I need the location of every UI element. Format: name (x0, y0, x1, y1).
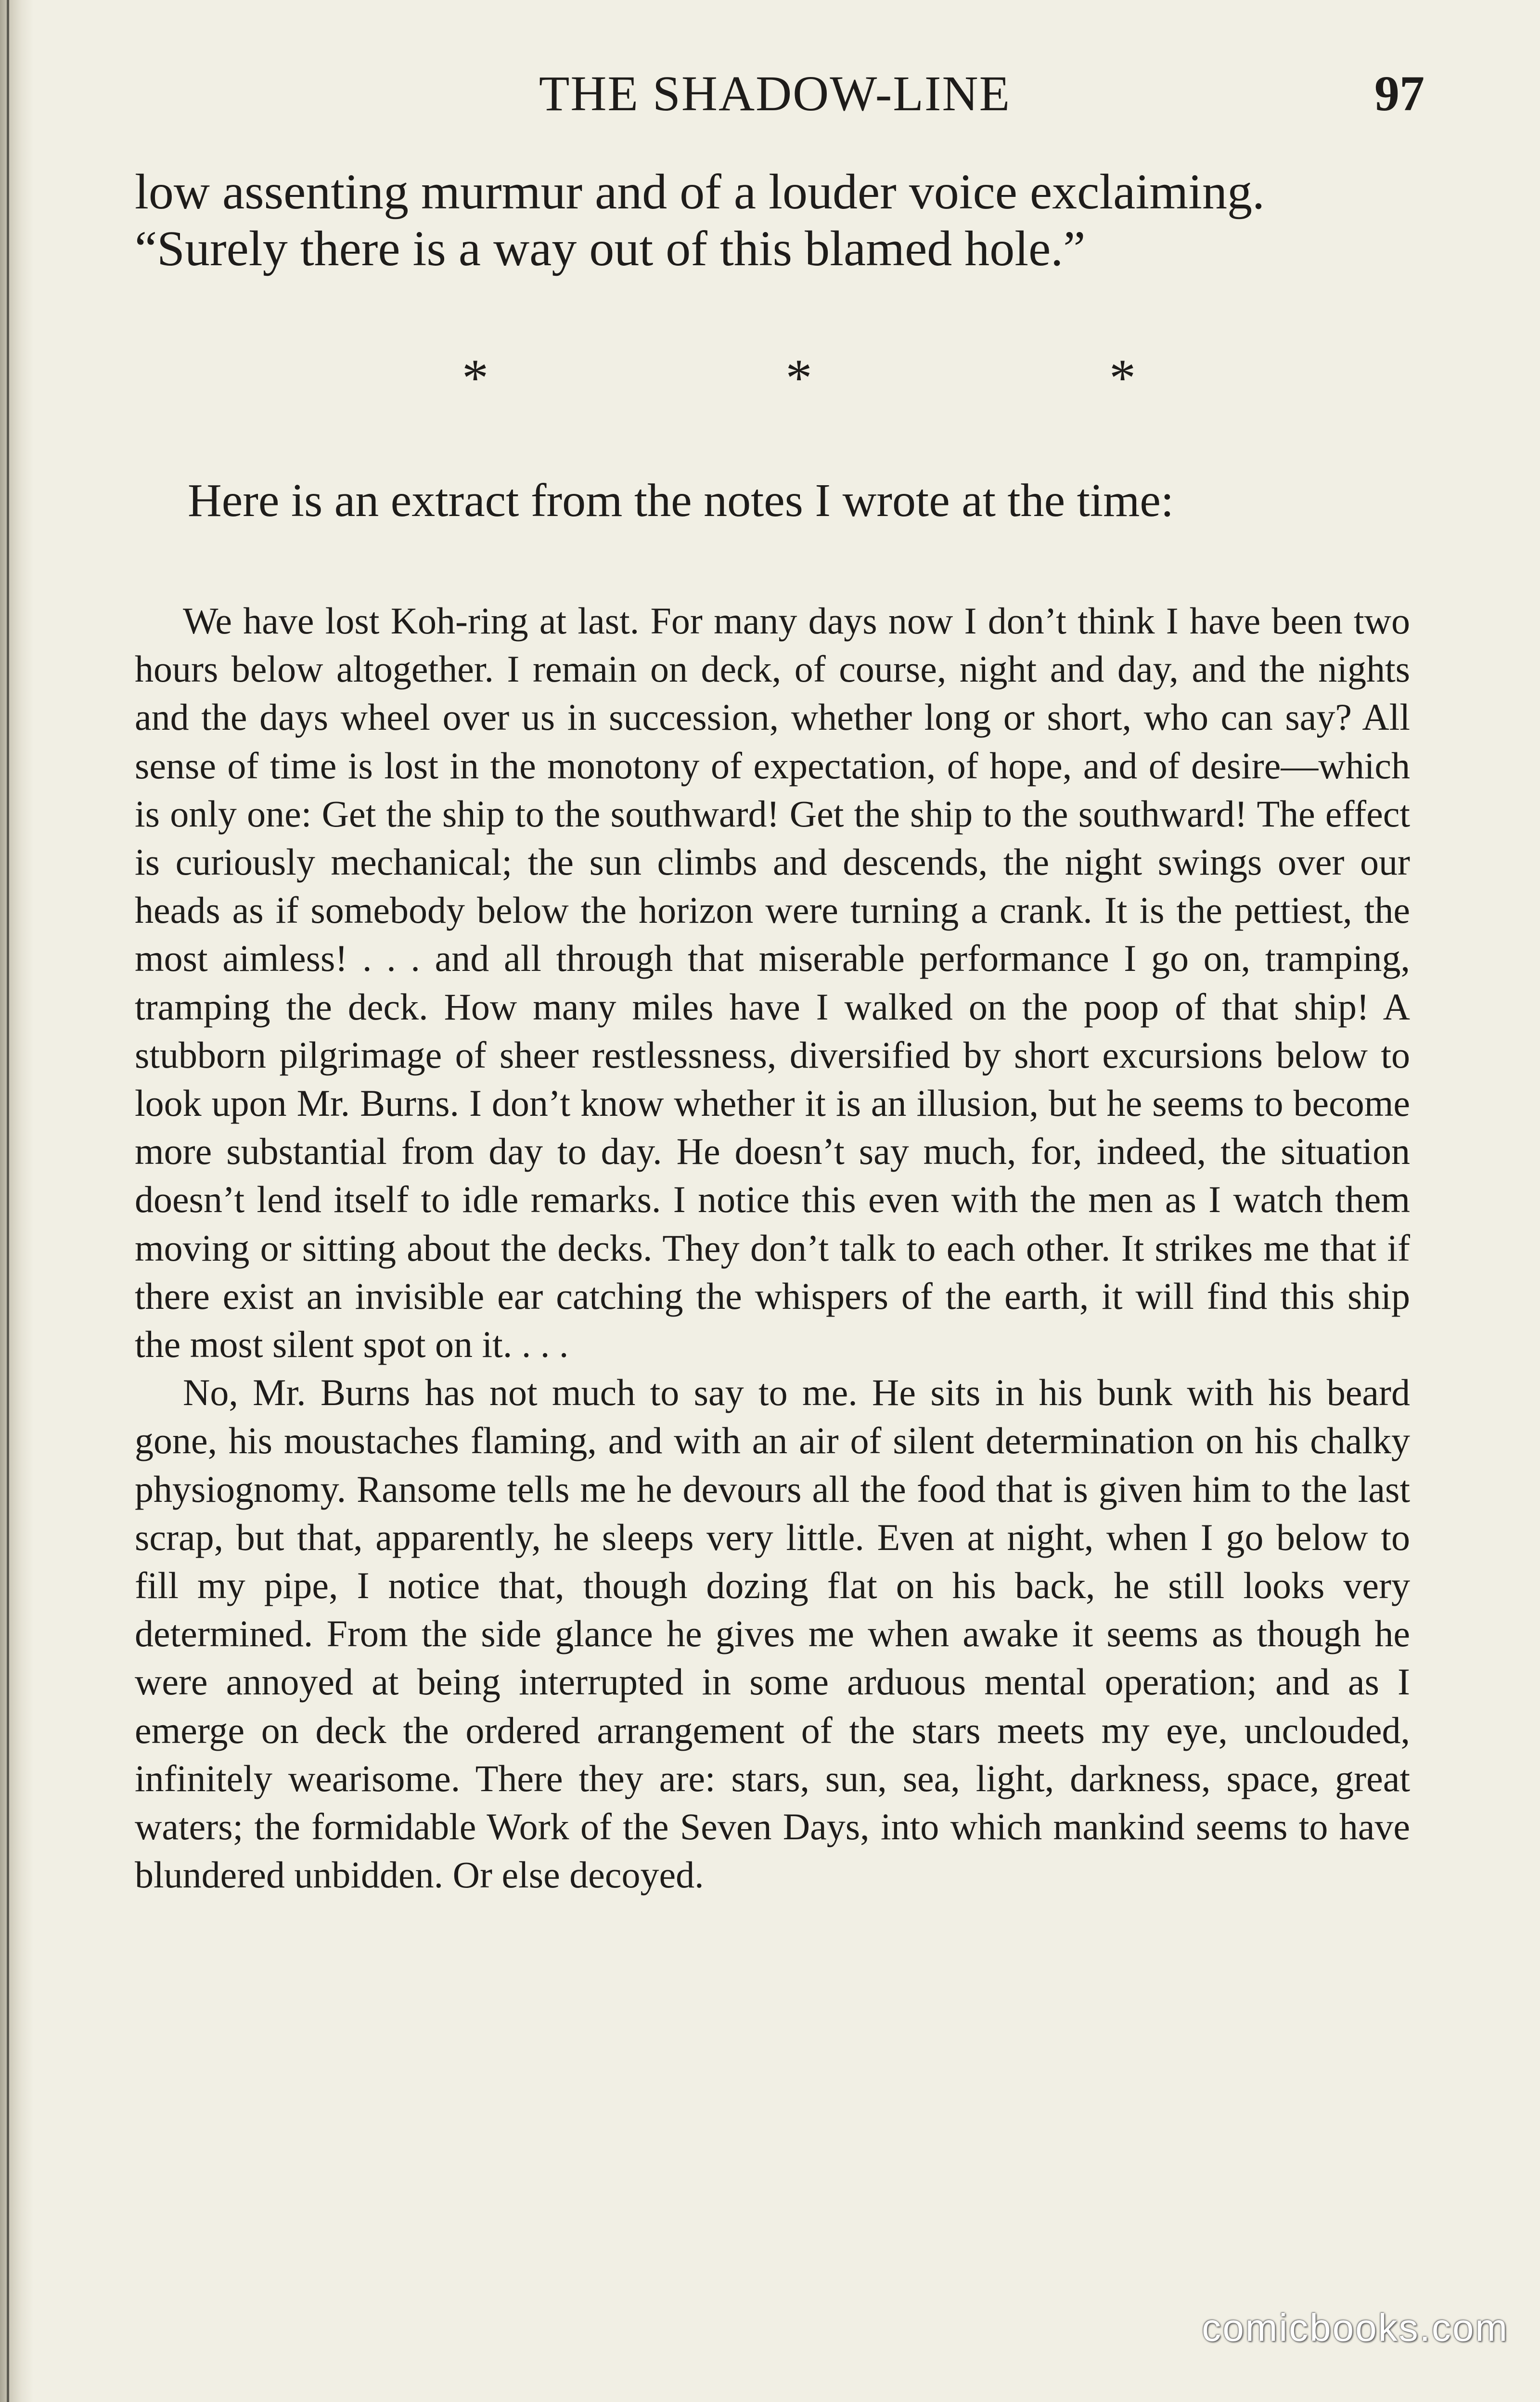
asterisk: * (462, 349, 488, 407)
book-spine-edge (0, 0, 34, 2402)
watermark: comicbooks.com (1202, 2306, 1509, 2349)
notes-paragraph: No, Mr. Burns has not much to say to me. He sits in his bunk with his beard gone, his moustaches flaming, and with an air of silent determination on his chalky physiognomy. Ransome tells me he devours all the food that is given him to the last scrap, but that, apparently, he sleeps very little. Even at night, when I go below to fill my pipe, I notice that, though dozing flat on his back, he still looks very determined. From the side glance he gives me when awake it seems as though he were annoyed at being interrupted in some arduous mental operation; and as I emerge on deck the ordered arrangement of the stars meets my eye, unclouded, infinitely wearisome. There they are: stars, sun, sea, light, darkness, space, great waters; the formidable Work of the Seven Days, into which mankind seems to have blundered unbidden. Or else decoyed. (135, 1371, 1410, 1896)
continued-text-line: “Surely there is a way out of this blamed hole.” (135, 221, 1086, 276)
section-break (462, 347, 1136, 409)
running-title: THE SHADOW-LINE (539, 66, 1011, 121)
page-header (125, 63, 1424, 125)
notes-paragraph: We have lost Koh-ring at last. For many days now I don’t think I have been two hours below altogether. I remain on deck, of course, night and day, and the nights and the days wheel over us in succession, whether long or short, who can say? All sense of time is lost in the monotony of expectation, of hope, and of desire—which is only one: Get the ship to the southward! Get the ship to the southward! The effect is curiously mechanical; the sun climbs and descends, the night swings over our heads as if somebody below the horizon were turning a crank. It is the pettiest, the most aimless! . . . and all through that miserable performance I go on, tramping, tramping the deck. How many miles have I walked on the poop of that ship! A stubborn pilgrimage of sheer restlessness, diversified by short excursions below to look upon Mr. Burns. I don’t know whether it is an illusion, but he seems to become more substantial from day to day. He doesn’t say much, for, indeed, the situation doesn’t lend itself to idle remarks. I notice this even with the men as I watch them moving or sitting about the decks. They don’t talk to each other. It strikes me that if there exist an invisible ear catching the whispers of the earth, it will find this ship the most silent spot on it. . . . (135, 600, 1410, 1366)
continued-text-line: low assenting murmur and of a louder voice exclaiming. (135, 164, 1265, 220)
section-heading: Here is an extract from the notes I wrote at the time: (188, 475, 1174, 527)
asterisk: * (785, 349, 812, 407)
notes-extract (135, 597, 1410, 1899)
asterisk: * (1109, 349, 1136, 407)
page-number: 97 (1374, 66, 1424, 121)
continued-text (135, 164, 1434, 277)
spine-gutter-line (7, 0, 9, 2402)
